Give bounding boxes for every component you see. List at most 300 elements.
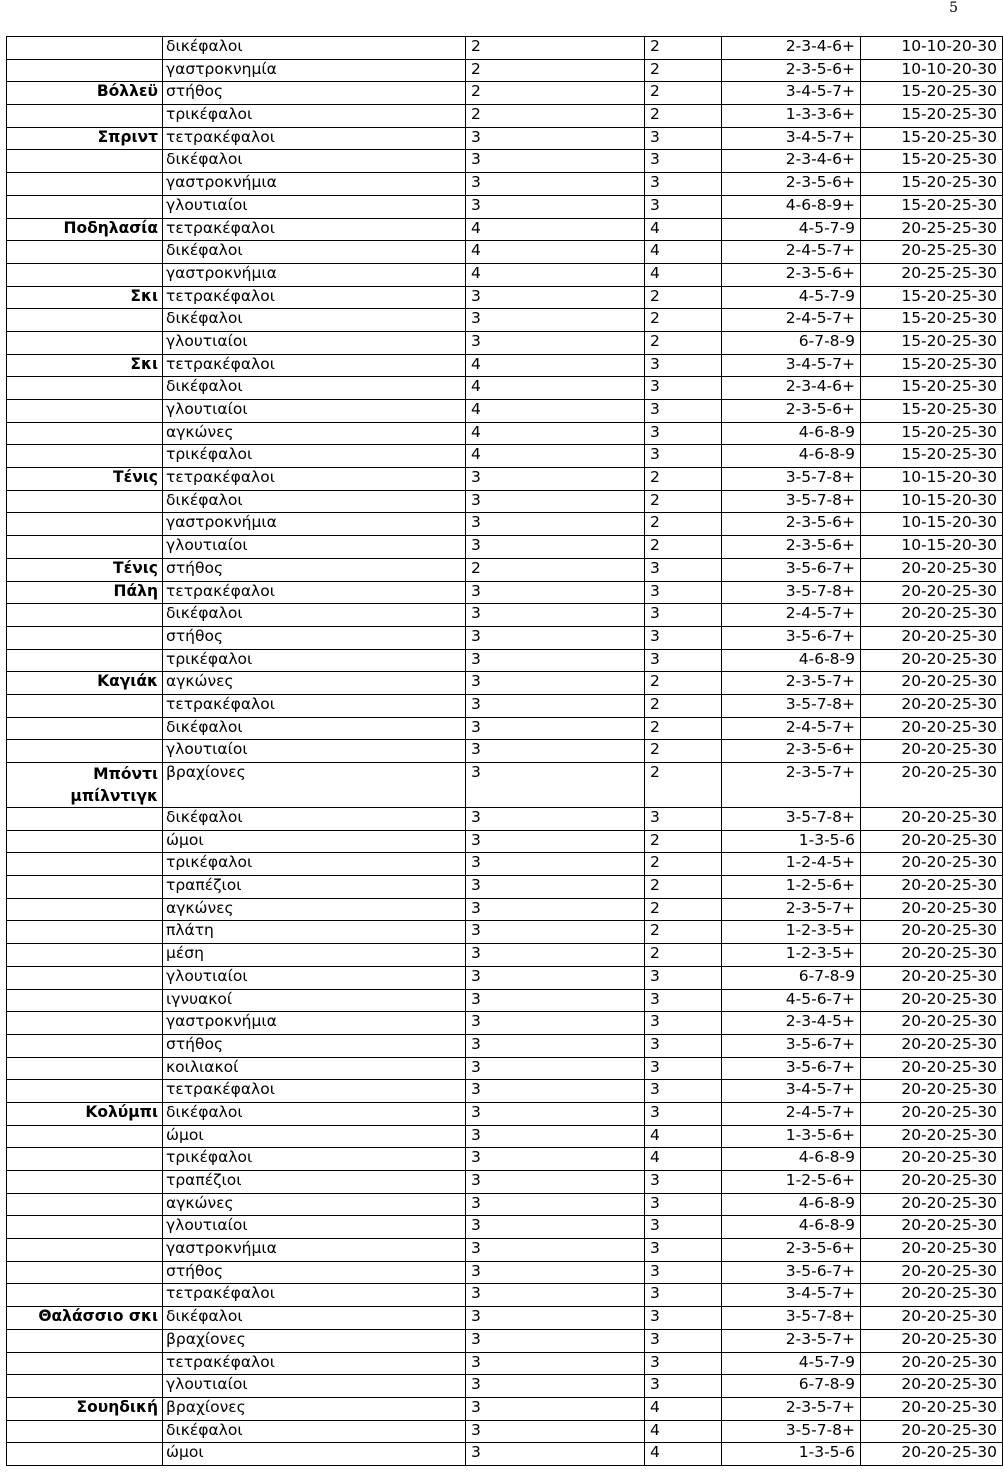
muscle-cell: αγκώνες: [163, 898, 466, 921]
sport-cell: [7, 1034, 163, 1057]
sets-cell: 3: [466, 921, 645, 944]
sets-cell: 3: [466, 1261, 645, 1284]
reps-cell: 4-6-8-9+: [722, 195, 861, 218]
load-cell: 20-20-25-30: [861, 694, 1003, 717]
rest-cell: 3: [645, 649, 722, 672]
load-cell: 10-10-20-30: [861, 37, 1003, 60]
load-cell: 15-20-25-30: [861, 105, 1003, 128]
muscle-cell: δικέφαλοι: [163, 1102, 466, 1125]
muscle-cell: γαστροκνήμια: [163, 263, 466, 286]
sets-cell: 3: [466, 1102, 645, 1125]
sets-cell: 3: [466, 1420, 645, 1443]
sport-cell: [7, 740, 163, 763]
rest-cell: 3: [645, 808, 722, 831]
sport-cell: [7, 445, 163, 468]
muscle-cell: πλάτη: [163, 921, 466, 944]
sport-cell: [7, 1329, 163, 1352]
rest-cell: 3: [645, 1102, 722, 1125]
rest-cell: 3: [645, 377, 722, 400]
page-number: 5: [949, 0, 958, 16]
muscle-cell: γλουτιαίοι: [163, 195, 466, 218]
sets-cell: 3: [466, 989, 645, 1012]
muscle-cell: γαστροκνήμια: [163, 173, 466, 196]
reps-cell: 1-2-5-6+: [722, 876, 861, 899]
reps-cell: 3-5-7-8+: [722, 581, 861, 604]
muscle-cell: τετρακέφαλοι: [163, 468, 466, 491]
sport-cell: [7, 513, 163, 536]
load-cell: 20-20-25-30: [861, 876, 1003, 899]
reps-cell: 6-7-8-9: [722, 331, 861, 354]
rest-cell: 3: [645, 1012, 722, 1035]
muscle-cell: γλουτιαίοι: [163, 536, 466, 559]
reps-cell: 3-5-7-8+: [722, 1307, 861, 1330]
reps-cell: 2-3-5-6+: [722, 1239, 861, 1262]
sport-cell: [7, 173, 163, 196]
sport-cell: Ποδηλασία: [7, 218, 163, 241]
sets-cell: 4: [466, 377, 645, 400]
reps-cell: 1-3-5-6+: [722, 1125, 861, 1148]
table-row: [7, 490, 1003, 513]
reps-cell: 6-7-8-9: [722, 966, 861, 989]
muscle-cell: ώμοι: [163, 830, 466, 853]
load-cell: 20-20-25-30: [861, 649, 1003, 672]
muscle-cell: βραχίονες: [163, 1329, 466, 1352]
rest-cell: 3: [645, 989, 722, 1012]
sets-cell: 3: [466, 1329, 645, 1352]
rest-cell: 3: [645, 150, 722, 173]
rest-cell: 4: [645, 241, 722, 264]
muscle-cell: τετρακέφαλοι: [163, 286, 466, 309]
sport-cell: Σκι: [7, 354, 163, 377]
rest-cell: 2: [645, 536, 722, 559]
sport-cell: [7, 604, 163, 627]
rest-cell: 3: [645, 173, 722, 196]
load-cell: 20-25-25-30: [861, 263, 1003, 286]
reps-cell: 1-2-3-5+: [722, 944, 861, 967]
sport-cell: [7, 1125, 163, 1148]
rest-cell: 4: [645, 1397, 722, 1420]
muscle-cell: τετρακέφαλοι: [163, 354, 466, 377]
sets-cell: 3: [466, 513, 645, 536]
muscle-cell: δικέφαλοι: [163, 309, 466, 332]
table-row: [7, 1193, 1003, 1216]
sport-cell: Σπριντ: [7, 127, 163, 150]
muscle-cell: τραπέζιοι: [163, 1171, 466, 1194]
muscle-cell: τετρακέφαλοι: [163, 1080, 466, 1103]
muscle-cell: τρικέφαλοι: [163, 1148, 466, 1171]
table-row: [7, 377, 1003, 400]
sets-cell: 3: [466, 1012, 645, 1035]
rest-cell: 2: [645, 331, 722, 354]
table-row: [7, 1216, 1003, 1239]
muscle-cell: γλουτιαίοι: [163, 331, 466, 354]
sport-cell: [7, 944, 163, 967]
load-cell: 15-20-25-30: [861, 150, 1003, 173]
load-cell: 15-20-25-30: [861, 354, 1003, 377]
rest-cell: 4: [645, 1420, 722, 1443]
load-cell: 20-20-25-30: [861, 1443, 1003, 1466]
load-cell: 20-20-25-30: [861, 898, 1003, 921]
load-cell: 20-20-25-30: [861, 830, 1003, 853]
reps-cell: 3-4-5-7+: [722, 82, 861, 105]
sport-cell: [7, 1352, 163, 1375]
sport-cell: [7, 1284, 163, 1307]
load-cell: 15-20-25-30: [861, 195, 1003, 218]
table-row: [7, 105, 1003, 128]
muscle-cell: τετρακέφαλοι: [163, 1352, 466, 1375]
sport-cell: [7, 1261, 163, 1284]
reps-cell: 4-6-8-9: [722, 445, 861, 468]
table-row: [7, 241, 1003, 264]
sets-cell: 3: [466, 1057, 645, 1080]
load-cell: 20-20-25-30: [861, 558, 1003, 581]
muscle-cell: βραχίονες: [163, 1397, 466, 1420]
muscle-cell: γλουτιαίοι: [163, 1375, 466, 1398]
sets-cell: 4: [466, 422, 645, 445]
rest-cell: 3: [645, 1261, 722, 1284]
sport-cell: [7, 921, 163, 944]
muscle-cell: ιγνυακοί: [163, 989, 466, 1012]
reps-cell: 2-3-5-6+: [722, 536, 861, 559]
table-row: [7, 422, 1003, 445]
sets-cell: 4: [466, 354, 645, 377]
load-cell: 15-20-25-30: [861, 173, 1003, 196]
reps-cell: 4-6-8-9: [722, 1193, 861, 1216]
sets-cell: 3: [466, 694, 645, 717]
sport-cell: [7, 105, 163, 128]
load-cell: 20-20-25-30: [861, 921, 1003, 944]
sport-cell: [7, 876, 163, 899]
reps-cell: 1-3-5-6: [722, 830, 861, 853]
reps-cell: 1-2-4-5+: [722, 853, 861, 876]
sport-cell: [7, 1443, 163, 1466]
sets-cell: 3: [466, 1443, 645, 1466]
muscle-cell: τετρακέφαλοι: [163, 1284, 466, 1307]
reps-cell: 3-5-7-8+: [722, 694, 861, 717]
table-row: [7, 1102, 1003, 1125]
muscle-cell: δικέφαλοι: [163, 150, 466, 173]
table-row: [7, 604, 1003, 627]
reps-cell: 3-5-7-8+: [722, 490, 861, 513]
table-row: [7, 195, 1003, 218]
rest-cell: 2: [645, 672, 722, 695]
sport-cell: [7, 1216, 163, 1239]
muscle-cell: ώμοι: [163, 1443, 466, 1466]
sport-cell: [7, 1012, 163, 1035]
load-cell: 20-20-25-30: [861, 1102, 1003, 1125]
load-cell: 20-20-25-30: [861, 1171, 1003, 1194]
sets-cell: 3: [466, 536, 645, 559]
sport-cell: [7, 490, 163, 513]
sets-cell: 2: [466, 37, 645, 60]
table-row: [7, 626, 1003, 649]
load-cell: 20-20-25-30: [861, 763, 1003, 808]
sport-cell: Κολύμπι: [7, 1102, 163, 1125]
table-row: [7, 921, 1003, 944]
load-cell: 20-25-25-30: [861, 241, 1003, 264]
rest-cell: 4: [645, 218, 722, 241]
rest-cell: 4: [645, 1443, 722, 1466]
table-row: [7, 445, 1003, 468]
table-row: [7, 1239, 1003, 1262]
sets-cell: 3: [466, 1284, 645, 1307]
table-row: [7, 536, 1003, 559]
sets-cell: 2: [466, 59, 645, 82]
sets-cell: 3: [466, 830, 645, 853]
reps-cell: 3-4-5-7+: [722, 127, 861, 150]
load-cell: 20-20-25-30: [861, 1012, 1003, 1035]
reps-cell: 1-3-5-6: [722, 1443, 861, 1466]
sport-cell: Τένις: [7, 468, 163, 491]
table-row: [7, 331, 1003, 354]
load-cell: 15-20-25-30: [861, 82, 1003, 105]
table-row: [7, 581, 1003, 604]
sets-cell: 3: [466, 740, 645, 763]
sport-cell: [7, 808, 163, 831]
muscle-cell: δικέφαλοι: [163, 241, 466, 264]
rest-cell: 2: [645, 468, 722, 491]
rest-cell: 2: [645, 37, 722, 60]
sets-cell: 3: [466, 1034, 645, 1057]
load-cell: 20-20-25-30: [861, 1239, 1003, 1262]
sets-cell: 3: [466, 672, 645, 695]
rest-cell: 3: [645, 1080, 722, 1103]
table-row: [7, 309, 1003, 332]
table-row: [7, 1012, 1003, 1035]
sport-cell: [7, 966, 163, 989]
sets-cell: 3: [466, 331, 645, 354]
reps-cell: 1-2-5-6+: [722, 1171, 861, 1194]
sets-cell: 3: [466, 898, 645, 921]
muscle-cell: γλουτιαίοι: [163, 1216, 466, 1239]
rest-cell: 3: [645, 1329, 722, 1352]
table-row: [7, 672, 1003, 695]
muscle-cell: δικέφαλοι: [163, 1307, 466, 1330]
table-row: [7, 37, 1003, 60]
sets-cell: 3: [466, 966, 645, 989]
rest-cell: 2: [645, 853, 722, 876]
table-row: [7, 400, 1003, 423]
sets-cell: 3: [466, 309, 645, 332]
muscle-cell: ώμοι: [163, 1125, 466, 1148]
load-cell: 20-20-25-30: [861, 808, 1003, 831]
sport-cell: [7, 1239, 163, 1262]
rest-cell: 2: [645, 490, 722, 513]
sets-cell: 3: [466, 1352, 645, 1375]
load-cell: 20-20-25-30: [861, 989, 1003, 1012]
rest-cell: 3: [645, 354, 722, 377]
table-row: [7, 1171, 1003, 1194]
load-cell: 10-15-20-30: [861, 513, 1003, 536]
sport-cell: [7, 853, 163, 876]
sets-cell: 3: [466, 150, 645, 173]
rest-cell: 3: [645, 422, 722, 445]
sets-cell: 4: [466, 218, 645, 241]
load-cell: 20-20-25-30: [861, 1057, 1003, 1080]
muscle-cell: αγκώνες: [163, 1193, 466, 1216]
rest-cell: 2: [645, 309, 722, 332]
table-row: [7, 989, 1003, 1012]
muscle-cell: τετρακέφαλοι: [163, 581, 466, 604]
muscle-cell: γαστροκνήμια: [163, 1012, 466, 1035]
reps-cell: 2-3-4-6+: [722, 150, 861, 173]
sport-cell: [7, 1148, 163, 1171]
load-cell: 20-20-25-30: [861, 1193, 1003, 1216]
table-row: [7, 1057, 1003, 1080]
sport-cell: [7, 37, 163, 60]
rest-cell: 3: [645, 1307, 722, 1330]
sets-cell: 3: [466, 1307, 645, 1330]
reps-cell: 2-3-4-6+: [722, 377, 861, 400]
rest-cell: 3: [645, 604, 722, 627]
table-row: [7, 1307, 1003, 1330]
muscle-cell: γλουτιαίοι: [163, 966, 466, 989]
sets-cell: 3: [466, 649, 645, 672]
muscle-cell: στήθος: [163, 82, 466, 105]
table-row: [7, 468, 1003, 491]
table-row: [7, 1420, 1003, 1443]
table-row: [7, 944, 1003, 967]
muscle-cell: αγκώνες: [163, 422, 466, 445]
sets-cell: 3: [466, 1239, 645, 1262]
reps-cell: 2-3-4-5+: [722, 1012, 861, 1035]
reps-cell: 4-5-7-9: [722, 286, 861, 309]
load-cell: 10-15-20-30: [861, 536, 1003, 559]
reps-cell: 2-3-5-6+: [722, 59, 861, 82]
reps-cell: 2-3-5-7+: [722, 672, 861, 695]
load-cell: 20-20-25-30: [861, 1352, 1003, 1375]
muscle-cell: κοιλιακοί: [163, 1057, 466, 1080]
rest-cell: 2: [645, 921, 722, 944]
muscle-cell: στήθος: [163, 1034, 466, 1057]
load-cell: 10-15-20-30: [861, 468, 1003, 491]
sets-cell: 4: [466, 400, 645, 423]
load-cell: 20-20-25-30: [861, 1261, 1003, 1284]
load-cell: 15-20-25-30: [861, 377, 1003, 400]
load-cell: 20-25-25-30: [861, 218, 1003, 241]
load-cell: 20-20-25-30: [861, 1080, 1003, 1103]
sport-cell: Σκι: [7, 286, 163, 309]
rest-cell: 3: [645, 1057, 722, 1080]
rest-cell: 3: [645, 1239, 722, 1262]
sets-cell: 3: [466, 808, 645, 831]
training-table: [6, 36, 1003, 1466]
sport-cell: Βόλλεϋ: [7, 82, 163, 105]
rest-cell: 2: [645, 82, 722, 105]
rest-cell: 3: [645, 966, 722, 989]
reps-cell: 4-5-7-9: [722, 1352, 861, 1375]
reps-cell: 2-3-5-7+: [722, 898, 861, 921]
sport-cell: Πάλη: [7, 581, 163, 604]
rest-cell: 2: [645, 944, 722, 967]
table-row: [7, 876, 1003, 899]
sets-cell: 3: [466, 468, 645, 491]
reps-cell: 3-5-6-7+: [722, 1261, 861, 1284]
rest-cell: 2: [645, 717, 722, 740]
sets-cell: 2: [466, 105, 645, 128]
sets-cell: 3: [466, 626, 645, 649]
muscle-cell: γαστροκνημία: [163, 59, 466, 82]
sport-cell: [7, 694, 163, 717]
sport-cell: [7, 649, 163, 672]
rest-cell: 3: [645, 581, 722, 604]
sport-cell: Μπόντι μπίλντιγκ: [7, 763, 163, 808]
sport-cell: [7, 400, 163, 423]
rest-cell: 3: [645, 1375, 722, 1398]
load-cell: 20-20-25-30: [861, 581, 1003, 604]
table-row: [7, 649, 1003, 672]
sport-cell: Θαλάσσιο σκι: [7, 1307, 163, 1330]
reps-cell: 4-5-6-7+: [722, 989, 861, 1012]
reps-cell: 3-5-6-7+: [722, 1034, 861, 1057]
load-cell: 20-20-25-30: [861, 1034, 1003, 1057]
reps-cell: 3-5-6-7+: [722, 558, 861, 581]
muscle-cell: τρικέφαλοι: [163, 445, 466, 468]
sport-cell: Σουηδική: [7, 1397, 163, 1420]
table-row: [7, 286, 1003, 309]
reps-cell: 2-3-5-6+: [722, 740, 861, 763]
sport-cell: [7, 1057, 163, 1080]
load-cell: 10-10-20-30: [861, 59, 1003, 82]
reps-cell: 1-3-3-6+: [722, 105, 861, 128]
sport-cell: [7, 1080, 163, 1103]
sets-cell: 3: [466, 286, 645, 309]
reps-cell: 3-5-7-8+: [722, 468, 861, 491]
muscle-cell: τρικέφαλοι: [163, 649, 466, 672]
rest-cell: 2: [645, 898, 722, 921]
sport-cell: [7, 1171, 163, 1194]
sets-cell: 3: [466, 581, 645, 604]
sport-cell: [7, 263, 163, 286]
muscle-cell: τετρακέφαλοι: [163, 218, 466, 241]
rest-cell: 3: [645, 1034, 722, 1057]
sets-cell: 3: [466, 195, 645, 218]
load-cell: 20-20-25-30: [861, 604, 1003, 627]
rest-cell: 3: [645, 1171, 722, 1194]
load-cell: 20-20-25-30: [861, 1329, 1003, 1352]
load-cell: 20-20-25-30: [861, 944, 1003, 967]
table-row: [7, 1397, 1003, 1420]
sets-cell: 3: [466, 173, 645, 196]
load-cell: 15-20-25-30: [861, 309, 1003, 332]
sets-cell: 3: [466, 876, 645, 899]
rest-cell: 3: [645, 626, 722, 649]
table-row: [7, 127, 1003, 150]
load-cell: 15-20-25-30: [861, 127, 1003, 150]
sets-cell: 3: [466, 1375, 645, 1398]
sport-cell: [7, 309, 163, 332]
table-row: [7, 218, 1003, 241]
reps-cell: 2-4-5-7+: [722, 717, 861, 740]
sets-cell: 3: [466, 763, 645, 808]
load-cell: 20-20-25-30: [861, 1307, 1003, 1330]
table-row: [7, 1261, 1003, 1284]
reps-cell: 3-4-5-7+: [722, 1284, 861, 1307]
muscle-cell: τρικέφαλοι: [163, 105, 466, 128]
table-row: [7, 82, 1003, 105]
muscle-cell: γλουτιαίοι: [163, 400, 466, 423]
sets-cell: 4: [466, 445, 645, 468]
load-cell: 20-20-25-30: [861, 1420, 1003, 1443]
table-row: [7, 354, 1003, 377]
muscle-cell: δικέφαλοι: [163, 490, 466, 513]
reps-cell: 2-4-5-7+: [722, 309, 861, 332]
sets-cell: 3: [466, 604, 645, 627]
muscle-cell: γλουτιαίοι: [163, 740, 466, 763]
sport-cell: [7, 1193, 163, 1216]
sport-cell: [7, 377, 163, 400]
reps-cell: 2-4-5-7+: [722, 241, 861, 264]
